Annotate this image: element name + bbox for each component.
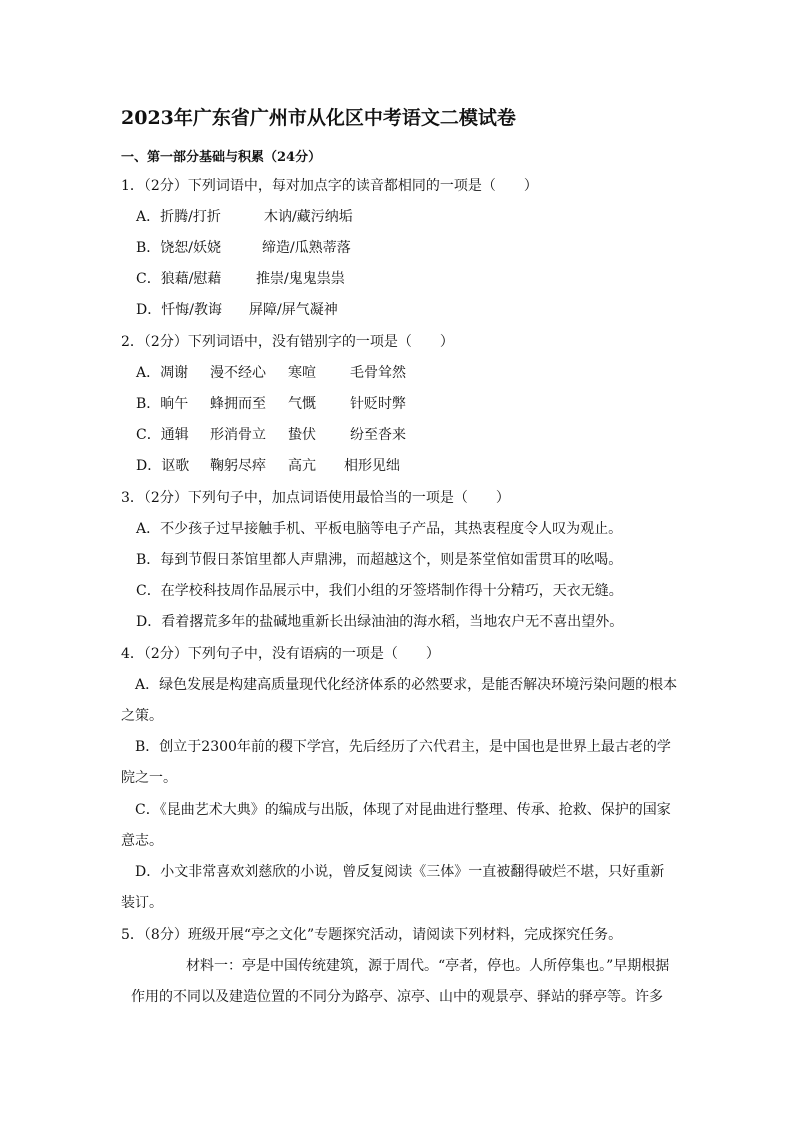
- question-4-option-d: D．小文非常喜欢刘慈欣的小说，曾反复阅读《三体》一直被翻得破烂不堪，只好重新: [135, 864, 665, 880]
- question-4-option-b-cont: 院之一。: [121, 770, 177, 786]
- question-3-option-b: B．每到节假日茶馆里都人声鼎沸，而超越这个，则是茶堂倌如雷贯耳的吆喝。: [136, 552, 623, 568]
- question-2-option-c: [136, 426, 406, 444]
- question-3-option-c: C．在学校科技周作品展示中，我们小组的牙签塔制作得十分精巧，天衣无缝。: [136, 583, 623, 599]
- question-1-option-a: [136, 208, 353, 226]
- option-word: 蜂拥而至: [210, 396, 266, 412]
- option-word: 鞠躬尽瘁: [210, 458, 266, 474]
- option-word: 缔造/瓜熟蒂落: [262, 240, 351, 256]
- option-word: 推崇/鬼鬼祟祟: [256, 271, 345, 287]
- question-1-option-b: [136, 239, 351, 257]
- question-1-option-c: [136, 270, 345, 288]
- question-4-option-c-cont: 意志。: [121, 833, 163, 849]
- section-heading: 一、第一部分基础与积累（24分）: [121, 150, 322, 165]
- material-one-line-1: 材料一：亭是中国传统建筑，源于周代。“亭者，停也。人所停集也。”早期根据: [186, 958, 670, 974]
- option-word: 寒喧: [288, 365, 316, 381]
- question-4-stem: 4．（2分）下列句子中，没有语病的一项是（ ）: [121, 646, 440, 662]
- option-word: 纷至沓来: [350, 427, 406, 443]
- option-word: A．折腾/打折: [136, 209, 221, 225]
- question-4-option-b: B．创立于2300年前的稷下学宫，先后经历了六代君主，是中国也是世界上最古老的学: [135, 739, 671, 755]
- option-word: 针贬时弊: [350, 396, 406, 412]
- option-word: 相形见绌: [344, 458, 400, 474]
- option-word: 气慨: [288, 396, 316, 412]
- option-word: C．通辑: [136, 427, 189, 443]
- option-word: D．忏悔/教诲: [136, 302, 222, 318]
- option-word: C．狼藉/慰藉: [136, 271, 222, 287]
- option-word: B．晌午: [136, 396, 189, 412]
- material-one-line-2: 作用的不同以及建造位置的不同分为路亭、凉亭、山中的观景亭、驿站的驿亭等。许多: [131, 989, 663, 1005]
- option-word: 毛骨耸然: [350, 365, 406, 381]
- option-word: 蛰伏: [288, 427, 316, 443]
- question-3-stem: 3．（2分）下列句子中，加点词语使用最恰当的一项是（ ）: [121, 490, 510, 506]
- option-word: 漫不经心: [210, 365, 266, 381]
- question-4-option-c: C．《昆曲艺术大典》的编成与出版，体现了对昆曲进行整理、传承、抢救、保护的国家: [135, 802, 671, 818]
- question-2-option-d: [136, 457, 400, 475]
- question-4-option-a: A．绿色发展是构建高质量现代化经济体系的必然要求，是能否解决环境污染问题的根本: [135, 677, 678, 693]
- option-word: 形消骨立: [210, 427, 266, 443]
- option-word: 屏障/屏气凝神: [249, 302, 338, 318]
- question-4-option-a-cont: 之策。: [121, 708, 163, 724]
- option-word: A．凋谢: [136, 365, 189, 381]
- question-2-stem: 2．（2分）下列词语中，没有错别字的一项是（ ）: [121, 334, 454, 350]
- option-word: B．饶恕/妖娆: [136, 240, 222, 256]
- option-word: 木讷/藏污纳垢: [264, 209, 353, 225]
- question-1-stem: 1．（2分）下列词语中，每对加点字的读音都相同的一项是（ ）: [121, 178, 538, 194]
- question-2-option-b: [136, 395, 406, 413]
- option-word: 高亢: [288, 458, 316, 474]
- option-word: D．讴歌: [136, 458, 190, 474]
- question-1-option-d: [136, 301, 338, 319]
- question-3-option-d: D．看着撂荒多年的盐碱地重新长出绿油油的海水稻，当地农户无不喜出望外。: [136, 614, 624, 630]
- question-3-option-a: A．不少孩子过早接触手机、平板电脑等电子产品，其热衷程度令人叹为观止。: [136, 521, 623, 537]
- question-2-option-a: [136, 364, 406, 382]
- question-4-option-d-cont: 装订。: [121, 895, 163, 911]
- question-5-stem: 5．（8分）班级开展“亭之文化”专题探究活动，请阅读下列材料，完成探究任务。: [121, 927, 623, 943]
- page-title: 2023年广东省广州市从化区中考语文二模试卷: [121, 107, 516, 129]
